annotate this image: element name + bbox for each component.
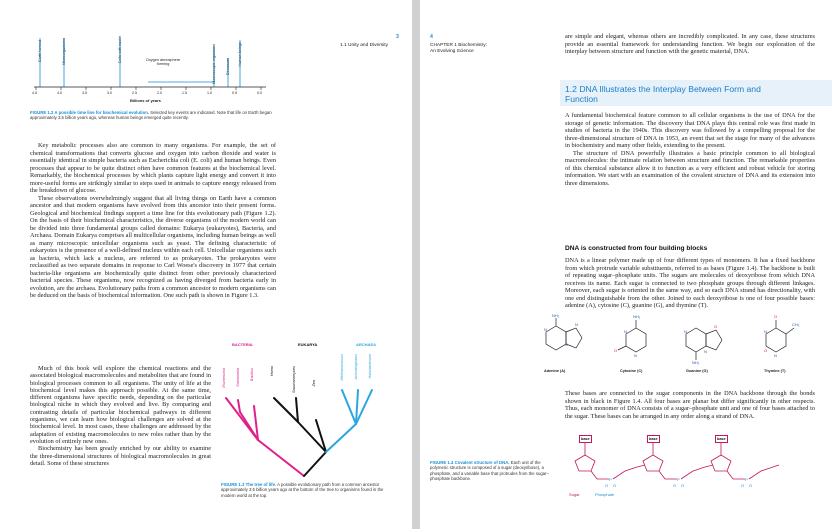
svg-text:N: N bbox=[575, 322, 578, 327]
running-head-line: An Evolving Science bbox=[430, 49, 474, 54]
base-box: base bbox=[717, 437, 726, 441]
tick-label: 4.5 bbox=[32, 91, 37, 95]
page-gutter bbox=[412, 0, 420, 529]
svg-text:O: O bbox=[673, 483, 677, 488]
svg-text:O: O bbox=[714, 324, 718, 329]
base-label: Thymine (T) bbox=[764, 369, 786, 373]
svg-text:CH₃: CH₃ bbox=[792, 322, 800, 327]
svg-text:NH₂: NH₂ bbox=[552, 313, 560, 318]
timeline-axis bbox=[30, 32, 275, 104]
base-box: base bbox=[581, 437, 590, 441]
paragraph: Much of this book will explore the chemical reactions and the associated biological macromolecules and metabolites that are found in biological processes common to all organisms. The unity of life at the biochemical level makes this approach possible. At the same time, different organisms have specific needs, depending on the particular biological niche in which they evolved and live. By comparing and contrasting details of particular biochemical pathways in different organisms, we can learn how biological challenges are solved at the biochemical level. In most cases, these challenges are addressed by the adaptation of existing macromolecules to new roles rather than by the evolution of entirely new ones. bbox=[30, 365, 211, 445]
tick-label: 4.0 bbox=[57, 91, 62, 95]
phosphate-label: Phosphate bbox=[595, 492, 615, 497]
organism-label: Halobacterium bbox=[368, 354, 372, 379]
svg-text:O: O bbox=[614, 348, 618, 353]
svg-text:O: O bbox=[764, 348, 768, 353]
tick-label: 0.0 bbox=[257, 91, 262, 95]
paragraph: Biochemistry has been greatly enriched by our ability to examine the three-dimensional structures of biological macromolecules in great detail. Some of these structures bbox=[30, 445, 211, 467]
base-label: Cytosine (C) bbox=[620, 369, 643, 373]
svg-text:N: N bbox=[624, 329, 627, 334]
figure-1-2-caption bbox=[30, 110, 280, 121]
paragraph: These observations overwhelmingly suggest that all living things on Earth have a common ancestor and that modern organisms have evolved from this ancestor into their present forms. Geological and biochemical findings support a time line for this evolutionary path (Figure 1.2). On the basis of their biochemical characteristics, the diverse organisms of the modern world can be divided into three fundamental groups called domains: Eukarya (eukaryotes), Bacteria, and Archaea. Domain Eukarya comprises all multicellular organisms, including human beings as well as many microscopic unicellular organisms such as yeast. The defining characteristic of eukaryotes is the presence of a well-defined nucleus within each cell. Unicellular organisms such as bacteria, which lack a nucleus, are referred to as prokaryotes. The prokaryotes were reclassified as two separate domains in response to Carl Woese's discovery in 1977 that certain bacteria-like organisms are biochemically quite distinct from other previously characterized bacterial species. These organisms, now recognized as having diverged from bacteria early in evolution, are the archaea. Evolutionary paths from a common ancestor to modern organisms can be deduced on the basis of biochemical information. One such path is shown in Figure 1.3. bbox=[30, 194, 276, 299]
svg-text:O: O bbox=[613, 483, 617, 488]
domain-label: ARCHAEA bbox=[356, 342, 376, 347]
timeline-event: Earth formed bbox=[38, 40, 42, 62]
base-box: base bbox=[649, 437, 658, 441]
svg-text:N: N bbox=[764, 329, 767, 334]
dna-bases-figure bbox=[508, 312, 828, 377]
tick-label: 2.5 bbox=[132, 91, 137, 95]
svg-text:O: O bbox=[749, 483, 753, 488]
paragraph: are simple and elegant, whereas others are incredibly complicated. In any case, these structures provide an essential framework for understanding function. We begin our exploration of the interplay between structure and function with the genetic material, DNA. bbox=[565, 33, 815, 55]
organism-label: Zea bbox=[312, 380, 316, 387]
figure-1-4-caption bbox=[430, 460, 558, 482]
tick-label: 0.5 bbox=[232, 91, 237, 95]
svg-text:N: N bbox=[544, 327, 547, 332]
subsection-body bbox=[565, 257, 815, 310]
timeline-event: Cells with nuclei bbox=[118, 36, 122, 64]
intro-paragraph bbox=[565, 33, 815, 56]
running-head-line: CHAPTER 1 Biochemistry: bbox=[430, 43, 488, 48]
timeline-event: Human beings bbox=[238, 42, 242, 67]
base-label: Adenine (A) bbox=[544, 369, 566, 373]
svg-text:P: P bbox=[677, 477, 680, 482]
svg-text:N: N bbox=[634, 353, 637, 358]
tick-label: 1.5 bbox=[182, 91, 187, 95]
caption-text: Selected key events are indicated. Note that life on Earth began approximately 3.5 billion years ago, whereas human beings emerged quite recently. bbox=[30, 110, 272, 121]
paragraph: DNA is a linear polymer made up of four different types of monomers. It has a fixed backbone from which protrude variable substituents, referred to as bases (Figure 1.4). The backbone is built of repeating sugar–phosphate units. The sugars are molecules of deoxyribose from which DNA receives its name. Each sugar is connected to two phosphate groups through different linkages. Moreover, each sugar is oriented in the same way, and so each DNA strand has directionality, with one end distinguishable from the other. Joined to each deoxyribose is one of four possible bases: adenine (A), cytosine (C), guanine (G), and thymine (T). bbox=[565, 257, 815, 309]
timeline-event: Dinosaurs bbox=[226, 58, 230, 76]
running-head bbox=[430, 43, 487, 55]
left-page bbox=[0, 0, 412, 529]
timeline-figure bbox=[30, 32, 275, 104]
backbone-chain bbox=[565, 435, 830, 493]
organism-label: Homo bbox=[270, 366, 274, 377]
svg-text:P: P bbox=[609, 477, 612, 482]
tick-label: 2.0 bbox=[157, 91, 162, 95]
timeline-event: Oxygen atmosphere forming bbox=[145, 58, 181, 67]
svg-text:O: O bbox=[605, 483, 609, 488]
subsection-heading: DNA is constructed from four building blocks bbox=[565, 245, 708, 252]
right-page bbox=[420, 0, 832, 529]
caption-text: A possible evolutionary path from a common ancestor approximately 3.5 billion years ago at the bottom of the tree to organisms found in the modern world at the top. bbox=[221, 482, 384, 498]
body-text-upper bbox=[30, 142, 276, 300]
svg-text:NH₂: NH₂ bbox=[692, 360, 700, 365]
page-number: 3 bbox=[396, 34, 399, 40]
figure-label: FIGURE 1.4 Covalent structure of DNA. bbox=[430, 460, 510, 465]
body-text-lower bbox=[30, 365, 211, 467]
section-heading: 1.2 DNA Illustrates the Interplay Between Form and Function bbox=[565, 84, 761, 105]
domain-label: EUKARYA bbox=[298, 342, 318, 347]
tick-label: 3.0 bbox=[107, 91, 112, 95]
tree-branches bbox=[218, 340, 398, 480]
organism-label: Saccharomyces bbox=[292, 366, 296, 394]
tick-label: 1.0 bbox=[207, 91, 212, 95]
bases-paragraph bbox=[565, 390, 815, 420]
tick-label: 3.5 bbox=[82, 91, 87, 95]
base-structures bbox=[508, 312, 828, 372]
organism-label: Salmonella bbox=[236, 368, 240, 387]
figure-1-3-caption bbox=[221, 482, 391, 498]
axis-label: Billions of years bbox=[130, 98, 161, 103]
svg-text:O: O bbox=[681, 483, 685, 488]
organism-label: Archaeoglobus bbox=[354, 354, 358, 380]
figure-label: FIGURE 1.2 A possible time line for biochemical evolution. bbox=[30, 110, 150, 115]
running-head: 1.1 Unity and Diversity bbox=[340, 43, 388, 48]
domain-label: BACTERIA bbox=[232, 342, 253, 347]
organism-label: Methanococcus bbox=[340, 354, 344, 381]
svg-text:N: N bbox=[684, 329, 687, 334]
organism-label: Bacillus bbox=[250, 368, 254, 382]
timeline-event: Macroscopic organisms bbox=[212, 44, 216, 84]
svg-text:N: N bbox=[774, 353, 777, 358]
paragraph: Key metabolic processes also are common to many organisms. For example, the set of chemical transformations that converts glucose and oxygen into carbon dioxide and water is essentially identical in simple bacteria such as Escherichia coli (E. coli) and human beings. Even processes that appear to be quite distinct often have common features at the biochemical level. Remarkably, the biochemical processes by which plants capture light energy and convert it into more-useful forms are strikingly similar to steps used in animals to capture energy released from the breakdown of glucose. bbox=[30, 142, 276, 194]
sugar-label: Sugar bbox=[569, 492, 580, 497]
svg-text:P: P bbox=[745, 477, 748, 482]
timeline-event: Microorganisms bbox=[62, 38, 66, 65]
svg-text:N: N bbox=[704, 349, 707, 354]
base-label: Guanine (G) bbox=[686, 369, 708, 373]
svg-text:O: O bbox=[741, 483, 745, 488]
svg-text:O: O bbox=[774, 314, 778, 319]
tree-of-life-figure bbox=[218, 340, 398, 480]
caption-text: Each unit of the polymeric structure is composed of a sugar (deoxyribose), a phosphate, and a variable base that protrudes from the sugar–phosphate backbone. bbox=[430, 460, 549, 482]
page-number: 4 bbox=[430, 34, 433, 40]
paragraph: These bases are connected to the sugar components in the DNA backbone through the bonds shown in black in Figure 1.4. All four bases are planar but differ significantly in other respects. Thus, each monomer of DNA consists of a sugar–phosphate unit and one of four bases attached to the sugar. These bases can be arranged in any order along a strand of DNA. bbox=[565, 390, 815, 420]
paragraph: The structure of DNA powerfully illustrates a basic principle common to all biological macromolecules: the intimate relation between structure and function. The remarkable properties of this chemical substance allow it to function as a very efficient and robust vehicle for storing information. We start with an examination of the covalent structure of DNA and its extension into three dimensions. bbox=[565, 149, 815, 187]
dna-backbone-figure bbox=[565, 435, 830, 505]
organism-label: Escherichia bbox=[222, 368, 226, 388]
section-body bbox=[565, 112, 815, 187]
figure-label: FIGURE 1.3 The tree of life. bbox=[221, 482, 277, 487]
svg-text:N: N bbox=[565, 342, 568, 347]
paragraph: A fundamental biochemical feature common to all cellular organisms is the use of DNA for the storage of genetic information. The discovery that DNA plays this central role was first made in studies of bacteria in the 1940s. This discovery was followed by a compelling proposal for the three-dimensional structure of DNA in 1953, an event that set the stage for many of the advances in biochemistry and many other fields, extending to the present. bbox=[565, 112, 815, 149]
svg-text:NH₂: NH₂ bbox=[633, 314, 641, 319]
